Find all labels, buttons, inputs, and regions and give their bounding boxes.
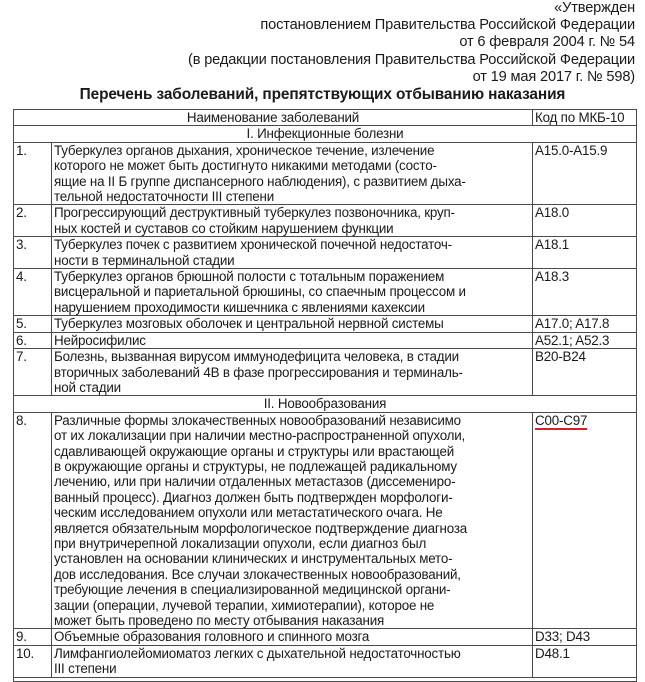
disease-name-line: может быть проведено по месту отбывания наказания — [54, 613, 385, 628]
table-row — [14, 316, 637, 332]
icd-code-text: B20-B24 — [535, 349, 586, 365]
disease-name-line: вторичных заболеваний 4В в фазе прогрессирования и терминаль- — [54, 364, 463, 380]
icd-code — [533, 205, 637, 237]
header-line: от 6 февраля 2004 г. № 54 — [459, 34, 635, 51]
disease-name-line: ческим исследованием опухоли или метастатического очага. Не — [54, 505, 443, 521]
table-row — [14, 205, 637, 237]
icd-code-text: A15.0-A15.9 — [535, 142, 608, 158]
disease-name-line: ящие на II Б группе диспансерного наблюдения), с развитием дыха- — [54, 173, 466, 189]
disease-name-line: ности в терминальной стадии — [54, 252, 235, 268]
disease-name-line: является обязательным морфологическое подтверждение диагноза — [54, 520, 468, 536]
header-line: «Утвержден — [554, 0, 635, 16]
row-number: 6. — [14, 332, 52, 348]
section-title: II. Новообразования — [14, 396, 637, 412]
icd-code-text: A17.0; A17.8 — [535, 316, 610, 332]
table-row — [14, 412, 637, 629]
disease-name-line: требующие лечения в специализированной медицинской органи- — [54, 582, 451, 598]
header-line: от 19 мая 2017 г. № 598) — [472, 68, 635, 85]
row-number: 8. — [14, 412, 52, 629]
document-title: Перечень заболеваний, препятствующих отбыванию наказания — [79, 86, 566, 103]
disease-name-line: ванный процесс). Диагноз должен быть подтвержден морфологи- — [54, 489, 453, 505]
header-line: (в редакции постановления Правительства Российской Федерации — [188, 51, 635, 68]
next-section-cut — [14, 677, 637, 681]
row-number: 10. — [14, 645, 52, 677]
disease-name-line: нарушением проходимости кишечника с явлениями кахексии — [54, 299, 425, 315]
table-row — [14, 629, 637, 645]
disease-name — [52, 316, 533, 332]
icd-code-highlighted: C00-C97 — [535, 412, 588, 428]
column-header-code: Код по МКБ-10 — [533, 110, 637, 126]
icd-code-text: D33; D43 — [535, 629, 590, 645]
disease-name-line: которого не может быть достигнуто никакими методами (состо- — [54, 158, 437, 174]
table-row — [14, 645, 637, 677]
disease-name-line: Нейросифилис — [54, 332, 146, 348]
disease-name — [52, 412, 533, 629]
row-number: 7. — [14, 349, 52, 396]
icd-code — [533, 237, 637, 269]
disease-name-line: Различные формы злокачественных новообразований независимо — [54, 412, 461, 428]
row-number: 5. — [14, 316, 52, 332]
disease-name — [52, 645, 533, 677]
disease-name-line: Туберкулез органов дыхания, хроническое течение, излечение — [54, 142, 435, 158]
column-header-name: Наименование заболеваний — [14, 110, 533, 126]
row-number: 4. — [14, 269, 52, 316]
icd-code — [533, 316, 637, 332]
section-row — [14, 126, 637, 142]
disease-name — [52, 269, 533, 316]
disease-name-line: лечению, или при наличии отдаленных метастазов (диссемениро- — [54, 474, 456, 490]
icd-code-text: D48.1 — [535, 645, 570, 661]
table-body — [14, 126, 637, 681]
next-section-row — [14, 677, 637, 681]
disease-name-line: ной стадии — [54, 379, 121, 395]
disease-name — [52, 237, 533, 269]
icd-code — [533, 412, 637, 629]
table-row — [14, 269, 637, 316]
disease-name — [52, 205, 533, 237]
disease-name-line: Болезнь, вызванная вирусом иммунодефицита человека, в стадии — [54, 349, 459, 365]
disease-name — [52, 142, 533, 205]
table-row — [14, 349, 637, 396]
icd-code — [533, 645, 637, 677]
section-row — [14, 396, 637, 412]
icd-code — [533, 142, 637, 205]
disease-name-line: сдавливающей окружающие органы и структуры или врастающей — [54, 443, 454, 459]
section-title: I. Инфекционные болезни — [14, 126, 637, 142]
disease-name-line: Объемные образования головного и спинного мозга — [54, 629, 370, 645]
disease-name-line: зации (операции, лучевой терапии, химиотерапии), которое не — [54, 597, 435, 613]
table-header-row — [14, 110, 637, 126]
icd-code-text: A18.3 — [535, 269, 569, 285]
disease-name-line: Туберкулез мозговых оболочек и центральной нервной системы — [54, 316, 444, 332]
disease-name — [52, 629, 533, 645]
disease-name-line: тельной недостаточности III степени — [54, 189, 275, 205]
table-row — [14, 237, 637, 269]
row-number: 2. — [14, 205, 52, 237]
approval-header — [188, 0, 635, 86]
disease-name-line: от их локализации при наличии местно-распространенной опухоли, — [54, 428, 466, 444]
icd-code-text: A52.1; A52.3 — [535, 332, 610, 348]
icd-code — [533, 269, 637, 316]
icd-code — [533, 332, 637, 348]
header-line: постановлением Правительства Российской Федерации — [260, 17, 635, 34]
icd-code-text: A18.0 — [535, 205, 569, 221]
icd-code-text: A18.1 — [535, 237, 569, 253]
disease-name-line: в окружающие органы и структуры, не подлежащей радикальному — [54, 458, 457, 474]
disease-name-line: установлен на основании клинических и инструментальных мето- — [54, 551, 453, 567]
disease-name-line: Туберкулез почек с развитием хронической почечной недостаточ- — [54, 237, 452, 253]
disease-name — [52, 332, 533, 348]
icd-code — [533, 629, 637, 645]
table-row — [14, 142, 637, 205]
row-number: 9. — [14, 629, 52, 645]
disease-name-line: дов исследования. Все случаи злокачественных новообразований, — [54, 566, 461, 582]
disease-name-line: висцеральной и париетальной брюшины, со спаечным процессом и — [54, 284, 466, 300]
table-row — [14, 332, 637, 348]
icd-code — [533, 349, 637, 396]
disease-name-line: Прогрессирующий деструктивный туберкулез позвоночника, круп- — [54, 205, 455, 221]
row-number: 1. — [14, 142, 52, 205]
disease-name-line: Туберкулез органов брюшной полости с тотальным поражением — [54, 269, 445, 285]
disease-table — [13, 109, 637, 682]
disease-name-line: ных костей и суставов со стойким нарушением функции — [54, 220, 394, 236]
row-number: 3. — [14, 237, 52, 269]
disease-name — [52, 349, 533, 396]
disease-name-line: Лимфангиолейомиоматоз легких с дыхательной недостаточностью — [54, 645, 461, 661]
disease-name-line: при внутричерепной локализации опухоли, если диагноз был — [54, 535, 427, 551]
disease-name-line: III степени — [54, 661, 117, 677]
